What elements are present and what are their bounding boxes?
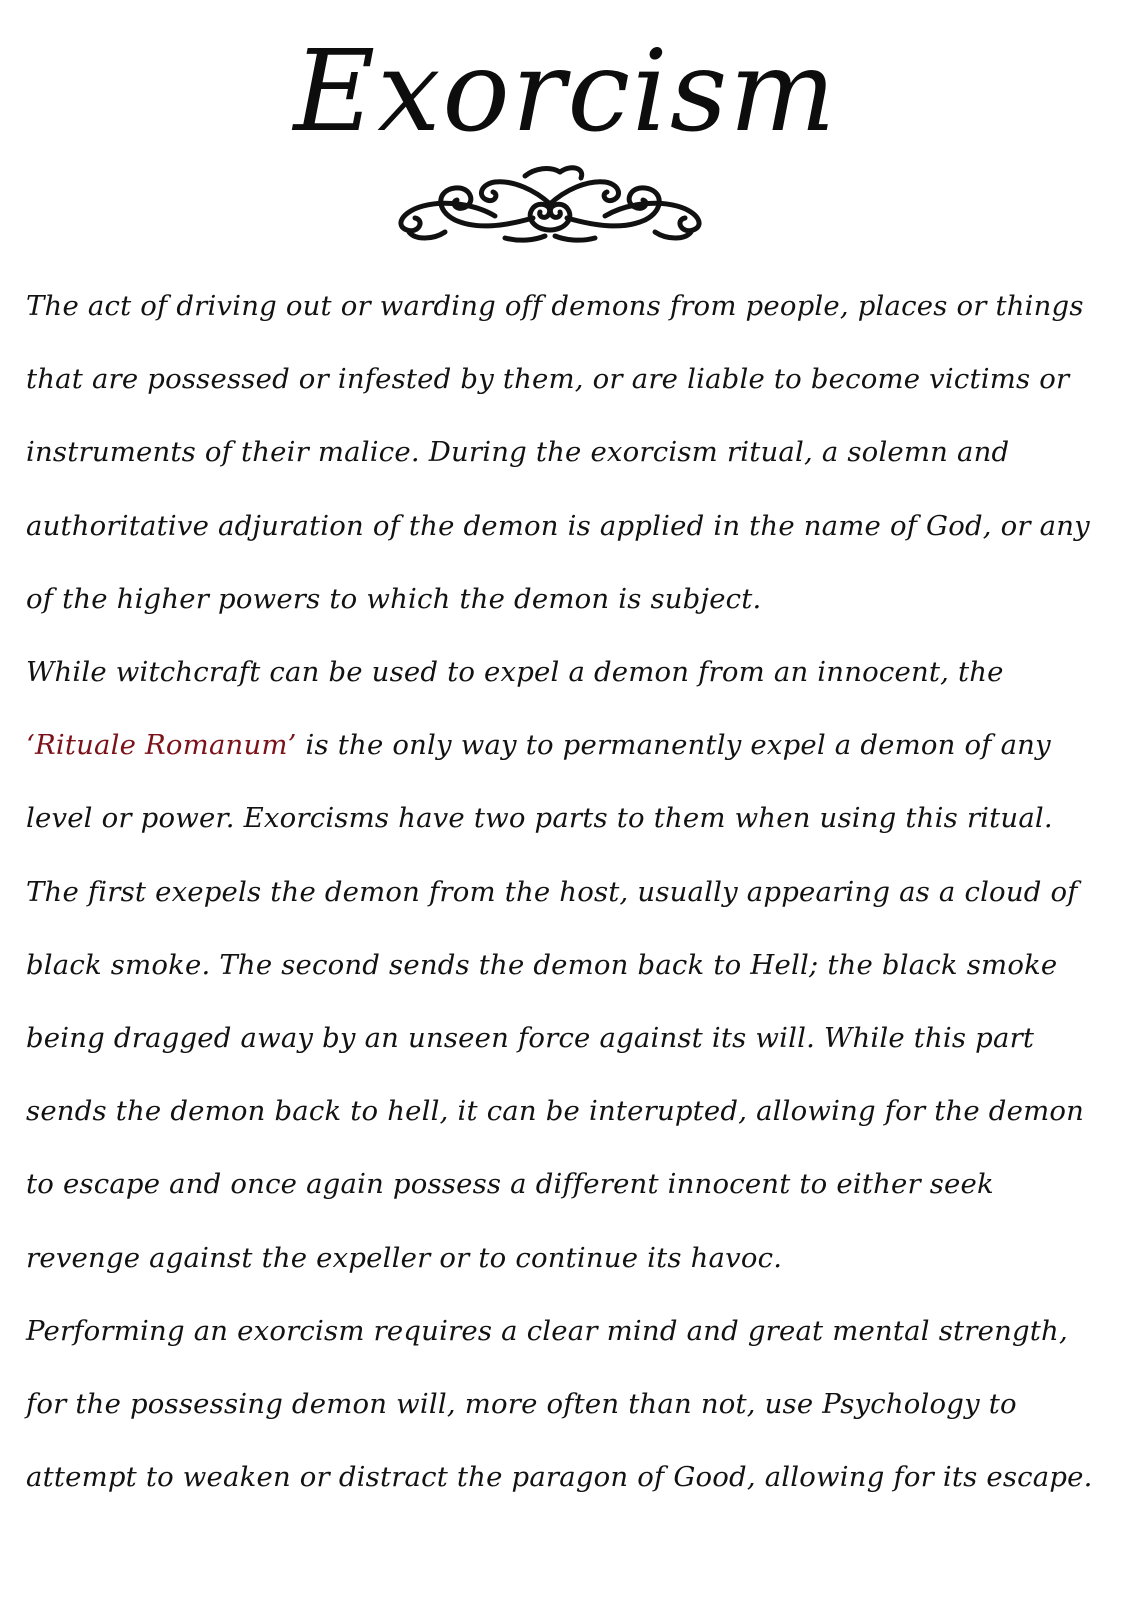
paragraph-definition: The act of driving out or warding off demons from people, places or things that are possessed or infested by them, or are liable to become victims or instruments of their malice. During the exorcism ritual, a solemn and authoritative adjuration of the demon is applied in the name of God, or any of the higher powers to which the demon is subject. bbox=[26, 290, 1090, 615]
page-title: Exorcism bbox=[293, 27, 838, 157]
rituale-romanum-highlight: Rituale Romanum bbox=[34, 729, 288, 762]
document-body bbox=[26, 270, 1106, 1514]
quote-close-mark: ’ bbox=[287, 729, 297, 762]
flourish-scroll-ornament-icon bbox=[385, 160, 715, 246]
paragraph-rituale-romanum bbox=[26, 636, 1106, 856]
paragraph-text-before: While witchcraft can be used to expel a demon from an innocent, the bbox=[26, 656, 1004, 689]
paragraph-performing: Performing an exorcism requires a clear mind and great mental strength, for the possessing demon will, more often than not, use Psychology to attempt to weaken or distract the paragon of Good, allowing for its escape. bbox=[26, 1314, 1093, 1494]
quote-open-mark: ‘ bbox=[26, 729, 35, 762]
paragraph-text-after: is the only way to permanently expel a demon of any level or power. Exorcisms have two parts to them when using this ritual. bbox=[26, 729, 1053, 835]
paragraph-two-parts: The first exepels the demon from the host, usually appearing as a cloud of black smoke. The second sends the demon back to Hell; the black smoke being dragged away by an unseen force against its will. While this part sends the demon back to hell, it can be interupted, allowing for the demon to escape and once again possess a different innocent to either seek revenge against the expeller or to continue its havoc. bbox=[26, 875, 1085, 1274]
